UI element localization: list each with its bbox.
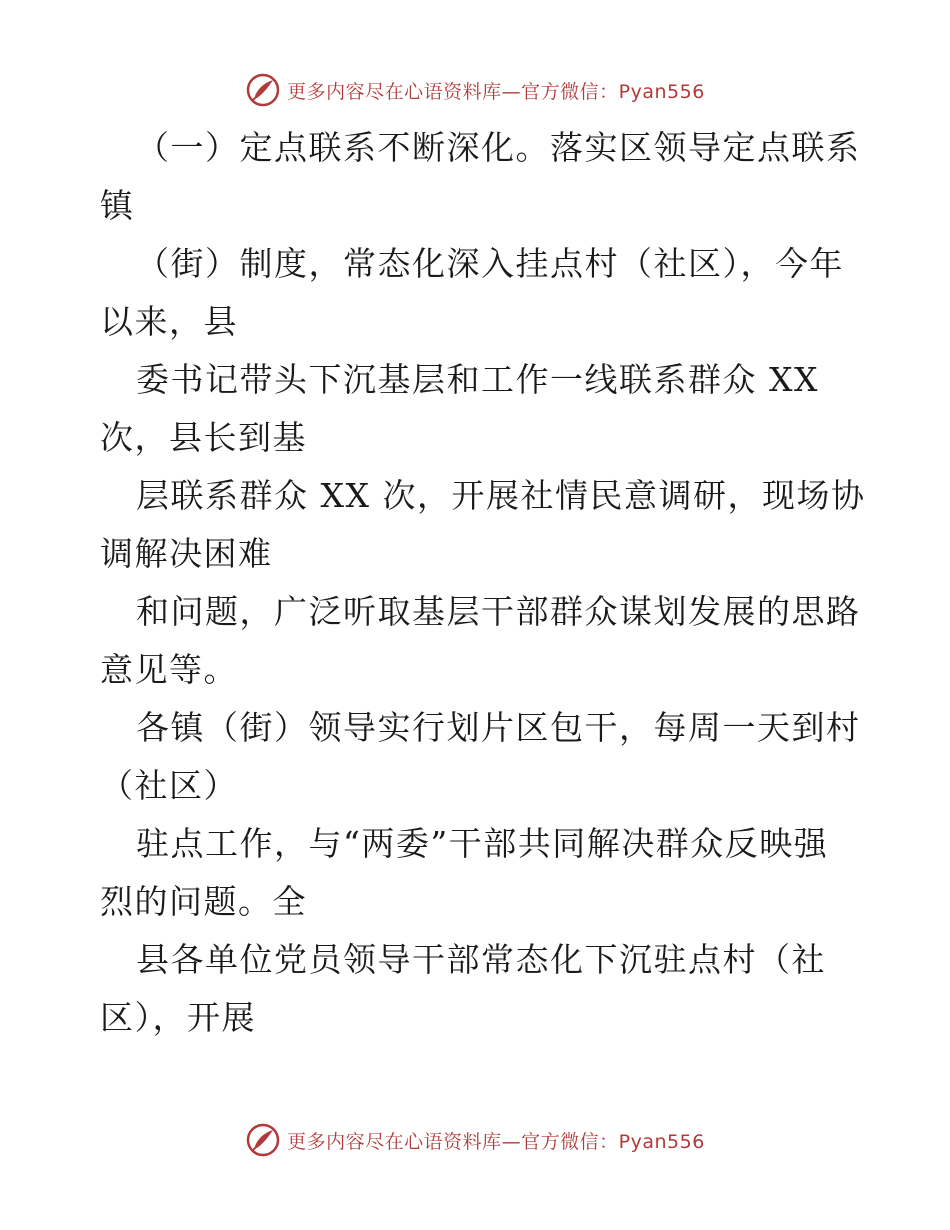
pen-logo-icon — [245, 72, 281, 108]
text-line: 和问题，广泛听取基层干部群众谋划发展的思路 — [136, 592, 861, 631]
text-line: 各镇（街）领导实行划片区包干，每周一天到村 — [136, 708, 861, 747]
text-line: 镇 — [100, 186, 135, 225]
text-line: （社区） — [100, 766, 238, 805]
text-line: 区），开展 — [100, 998, 256, 1037]
header-banner — [0, 70, 950, 110]
text-line: 委书记带头下沉基层和工作一线联系群众 XX — [136, 360, 819, 399]
pen-logo-icon — [245, 1122, 281, 1158]
footer-banner-text: 更多内容尽在心语资料库—官方微信：Pyan556 — [287, 1130, 705, 1153]
footer-banner — [0, 1120, 950, 1160]
text-line: 意见等。 — [100, 650, 238, 689]
text-line: 次，县长到基 — [100, 418, 307, 457]
text-line: 层联系群众 XX 次，开展社情民意调研，现场协 — [136, 476, 866, 515]
text-line: 县各单位党员领导干部常态化下沉驻点村（社 — [136, 940, 826, 979]
header-banner-text: 更多内容尽在心语资料库—官方微信：Pyan556 — [287, 80, 705, 103]
text-line: 驻点工作，与“两委”干部共同解决群众反映强 — [136, 824, 829, 863]
text-line: 调解决困难 — [100, 534, 273, 573]
text-line: 烈的问题。全 — [100, 882, 307, 921]
text-line: （一）定点联系不断深化。落实区领导定点联系 — [136, 128, 861, 167]
text-line: 以来，县 — [100, 302, 238, 341]
text-line: （街）制度，常态化深入挂点村（社区），今年 — [136, 244, 844, 283]
